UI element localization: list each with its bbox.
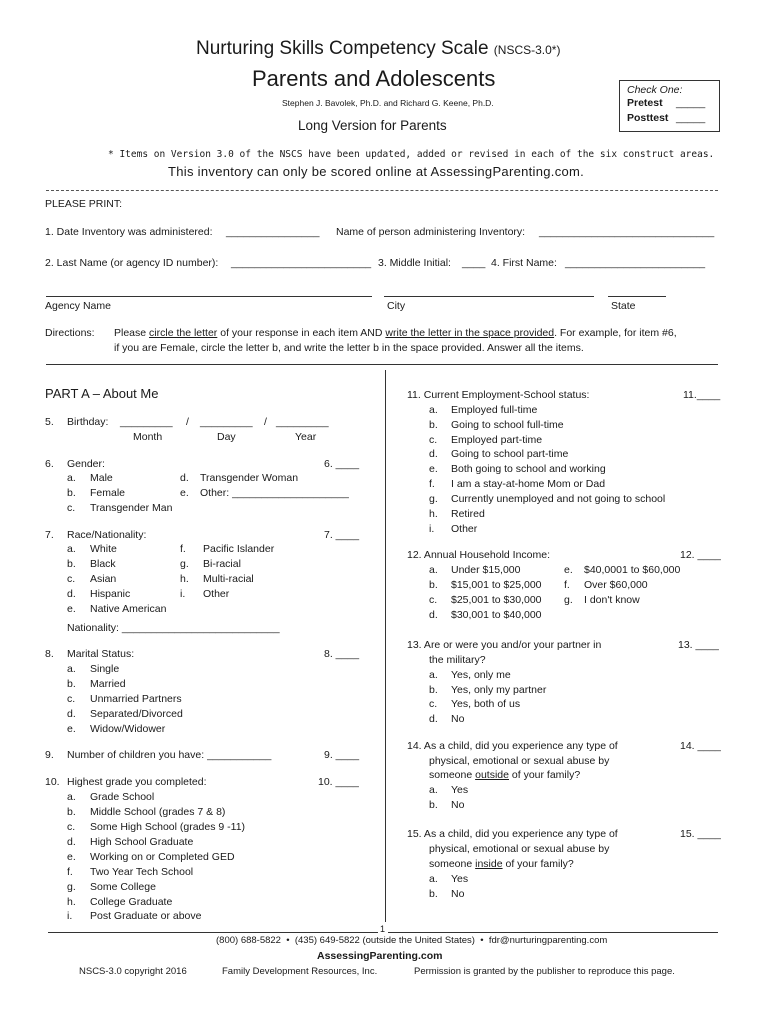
q13-answer-field[interactable]: 13. ____ <box>678 639 719 651</box>
option-letter: f. <box>67 866 73 878</box>
option-letter: a. <box>67 543 76 555</box>
option-letter: g. <box>67 881 76 893</box>
q10-option-g[interactable]: Some College <box>90 881 156 893</box>
q11-answer-field[interactable]: 11.____ <box>683 389 721 401</box>
part-a-title: PART A – About Me <box>45 386 159 401</box>
option-letter: h. <box>429 508 438 520</box>
q6-option-e[interactable]: Other: ____________________ <box>200 487 349 499</box>
q10-number: 10. <box>45 776 60 788</box>
option-letter: a. <box>67 472 76 484</box>
option-letter: g. <box>429 493 438 505</box>
q7-option-b[interactable]: Black <box>90 558 116 570</box>
q14-text-line-3: someone outside of your family? <box>429 769 581 781</box>
bullet: • <box>480 935 484 946</box>
copyright: NSCS-3.0 copyright 2016 <box>79 966 187 977</box>
option-letter: g. <box>180 558 189 570</box>
q15-option-a[interactable]: Yes <box>451 873 469 885</box>
intl-phone: (435) 649-5822 (outside the United States) <box>294 935 475 946</box>
check-one-label: Check One: <box>627 84 683 96</box>
directions-line-1: Please circle the letter of your response in each item AND write the letter in the space provided. For example, for item #6, <box>114 327 677 339</box>
last-name-field[interactable]: ________________________ <box>231 257 372 269</box>
q13-text: 13. Are or were you and/or your partner in <box>407 639 602 651</box>
option-letter: g. <box>564 594 573 606</box>
state-field[interactable] <box>608 296 666 297</box>
option-letter: b. <box>429 799 438 811</box>
year-label: Year <box>295 431 317 443</box>
q13-option-a[interactable]: Yes, only me <box>451 669 511 681</box>
q11-option-a[interactable]: Employed full-time <box>451 404 538 416</box>
option-letter: a. <box>429 873 438 885</box>
option-letter: f. <box>180 543 186 555</box>
q15-text: 15. As a child, did you experience any type of <box>407 828 618 840</box>
option-letter: c. <box>67 821 76 833</box>
month-label: Month <box>133 431 163 443</box>
q8-text: Marital Status: <box>67 648 135 660</box>
option-letter: d. <box>67 588 76 600</box>
city-label: City <box>387 300 406 312</box>
q12-option-e[interactable]: $40,0001 to $60,000 <box>584 564 681 576</box>
option-letter: a. <box>429 669 438 681</box>
q6-text: Gender: <box>67 458 105 470</box>
option-letter: b. <box>429 888 438 900</box>
q6-option-c[interactable]: Transgender Man <box>90 502 173 514</box>
q15-text-line-3: someone inside of your family? <box>429 858 574 870</box>
q13-text-line-2: the military? <box>429 654 486 666</box>
q10-option-b[interactable]: Middle School (grades 7 & 8) <box>90 806 226 818</box>
q13-option-b[interactable]: Yes, only my partner <box>451 684 547 696</box>
document-subtitle: Parents and Adolescents <box>252 66 496 91</box>
date-administered-label: 1. Date Inventory was administered: <box>45 226 213 238</box>
option-letter: d. <box>429 448 438 460</box>
option-letter: h. <box>180 573 189 585</box>
q9-answer-field[interactable]: 9. ____ <box>324 749 360 761</box>
q10-option-a[interactable]: Grade School <box>90 791 155 803</box>
option-letter: c. <box>67 502 76 514</box>
website-link[interactable]: AssessingParenting.com <box>317 950 443 962</box>
q10-option-h[interactable]: College Graduate <box>90 896 173 908</box>
option-letter: e. <box>67 851 76 863</box>
q12-option-b[interactable]: $15,001 to $25,000 <box>451 579 542 591</box>
option-letter: a. <box>429 784 438 796</box>
option-letter: i. <box>429 523 435 535</box>
state-label: State <box>611 300 636 312</box>
option-letter: b. <box>429 419 438 431</box>
option-letter: f. <box>564 579 570 591</box>
q5-number: 5. <box>45 416 54 428</box>
q7-option-f[interactable]: Pacific Islander <box>203 543 275 555</box>
option-letter: f. <box>429 478 435 490</box>
q7-option-h[interactable]: Multi-racial <box>203 573 254 585</box>
divider <box>46 190 718 191</box>
q6-answer-field[interactable]: 6. ____ <box>324 458 360 470</box>
q10-option-f[interactable]: Two Year Tech School <box>90 866 194 878</box>
option-letter: e. <box>564 564 573 576</box>
pretest-blank[interactable]: _____ <box>676 97 706 109</box>
birth-year-field[interactable]: _________ <box>276 416 329 428</box>
q12-option-g[interactable]: I don't know <box>584 594 640 606</box>
q13-option-c[interactable]: Yes, both of us <box>451 698 521 710</box>
q12-option-a[interactable]: Under $15,000 <box>451 564 521 576</box>
option-letter: i. <box>67 910 73 922</box>
slash: / <box>186 416 189 428</box>
option-letter: d. <box>67 836 76 848</box>
q12-option-f[interactable]: Over $60,000 <box>584 579 648 591</box>
agency-name-field[interactable] <box>46 296 372 297</box>
directions-label: Directions: <box>45 327 95 339</box>
q6-number: 6. <box>45 458 54 470</box>
q12-text: 12. Annual Household Income: <box>407 549 551 561</box>
birth-day-field[interactable]: _________ <box>200 416 253 428</box>
version-label: Long Version for Parents <box>298 118 447 133</box>
q11-option-i[interactable]: Other <box>451 523 478 535</box>
option-letter: a. <box>67 663 76 675</box>
option-letter: b. <box>67 558 76 570</box>
q6-option-a[interactable]: Male <box>90 472 113 484</box>
administrator-name-label: Name of person administering Inventory: <box>336 226 526 238</box>
online-scoring-note: This inventory can only be scored online at AssessingParenting.com. <box>168 164 585 179</box>
option-letter: b. <box>429 579 438 591</box>
q15-option-b[interactable]: No <box>451 888 465 900</box>
q12-answer-field[interactable]: 12. ____ <box>680 549 721 561</box>
q13-option-d[interactable]: No <box>451 713 465 725</box>
option-letter: e. <box>429 463 438 475</box>
q12-option-d[interactable]: $30,001 to $40,000 <box>451 609 542 621</box>
q14-text: 14. As a child, did you experience any type of <box>407 740 618 752</box>
q8-option-d[interactable]: Separated/Divorced <box>90 708 183 720</box>
footer-rule-right <box>388 932 718 933</box>
q8-option-a[interactable]: Single <box>90 663 120 675</box>
check-one-box <box>619 80 720 132</box>
option-letter: d. <box>429 713 438 725</box>
option-letter: e. <box>67 723 76 735</box>
q12-option-c[interactable]: $25,001 to $30,000 <box>451 594 542 606</box>
q7-option-e[interactable]: Native American <box>90 603 167 615</box>
q7-option-d[interactable]: Hispanic <box>90 588 131 600</box>
birth-month-field[interactable]: _________ <box>120 416 173 428</box>
document-title: Nurturing Skills Competency Scale (NSCS-3.0*) <box>196 38 561 59</box>
q14-option-b[interactable]: No <box>451 799 465 811</box>
option-letter: c. <box>429 698 438 710</box>
day-label: Day <box>217 431 236 443</box>
pretest-label: Pretest <box>627 97 663 109</box>
q10-option-e[interactable]: Working on or Completed GED <box>90 851 235 863</box>
option-letter: b. <box>67 487 76 499</box>
option-letter: e. <box>180 487 189 499</box>
q10-text: Highest grade you completed: <box>67 776 207 788</box>
footer-rule-left <box>48 932 378 933</box>
option-letter: d. <box>180 472 189 484</box>
q10-option-c[interactable]: Some High School (grades 9 -11) <box>90 821 246 833</box>
middle-initial-label: 3. Middle Initial: <box>378 257 451 269</box>
q10-option-i[interactable]: Post Graduate or above <box>90 910 202 922</box>
option-letter: h. <box>67 896 76 908</box>
q10-option-d[interactable]: High School Graduate <box>90 836 194 848</box>
option-letter: d. <box>67 708 76 720</box>
date-administered-field[interactable]: ________________ <box>226 226 320 238</box>
q8-option-b[interactable]: Married <box>90 678 126 690</box>
q7-text: Race/Nationality: <box>67 529 147 541</box>
q5-text: Birthday: <box>67 416 109 428</box>
option-letter: c. <box>429 434 438 446</box>
nationality-field[interactable]: Nationality: ___________________________ <box>67 622 280 634</box>
q11-option-e[interactable]: Both going to school and working <box>451 463 606 475</box>
version-note: * Items on Version 3.0 of the NSCS have been updated, added or revised in each of the six construct areas. <box>108 149 715 160</box>
q7-answer-field[interactable]: 7. ____ <box>324 529 360 541</box>
q15-answer-field[interactable]: 15. ____ <box>680 828 721 840</box>
q6-option-d[interactable]: Transgender Woman <box>200 472 299 484</box>
q15-text-line-2: physical, emotional or sexual abuse by <box>429 843 610 855</box>
option-letter: a. <box>429 404 438 416</box>
q11-option-c[interactable]: Employed part-time <box>451 434 543 446</box>
option-letter: d. <box>429 609 438 621</box>
please-print-label: PLEASE PRINT: <box>45 198 123 210</box>
q7-option-a[interactable]: White <box>90 543 117 555</box>
q7-number: 7. <box>45 529 54 541</box>
q11-option-f[interactable]: I am a stay-at-home Mom or Dad <box>451 478 606 490</box>
first-name-field[interactable]: ________________________ <box>565 257 706 269</box>
administrator-name-field[interactable]: ______________________________ <box>539 226 715 238</box>
q8-option-c[interactable]: Unmarried Partners <box>90 693 182 705</box>
q14-answer-field[interactable]: 14. ____ <box>680 740 721 752</box>
directions-line-2: if you are Female, circle the letter b, and write the letter b in the space provided. Answer all the items. <box>114 342 584 354</box>
column-divider <box>385 370 386 922</box>
q11-option-b[interactable]: Going to school full-time <box>451 419 564 431</box>
option-letter: b. <box>429 684 438 696</box>
q7-option-c[interactable]: Asian <box>90 573 117 585</box>
email-link[interactable]: fdr@nurturingparenting.com <box>488 935 608 946</box>
option-letter: b. <box>67 678 76 690</box>
q11-option-g[interactable]: Currently unemployed and not going to school <box>451 493 666 505</box>
option-letter: c. <box>429 594 438 606</box>
option-letter: a. <box>429 564 438 576</box>
slash: / <box>264 416 267 428</box>
q9-text[interactable]: Number of children you have: ___________ <box>67 749 272 761</box>
divider <box>46 364 718 365</box>
q8-answer-field[interactable]: 8. ____ <box>324 648 360 660</box>
authors: Stephen J. Bavolek, Ph.D. and Richard G. Keene, Ph.D. <box>282 98 494 108</box>
bullet: • <box>286 935 290 946</box>
publisher: Family Development Resources, Inc. <box>222 966 378 977</box>
q8-number: 8. <box>45 648 54 660</box>
permission-note: Permission is granted by the publisher to reproduce this page. <box>414 966 675 977</box>
footer-contact <box>216 935 607 946</box>
option-letter: e. <box>67 603 76 615</box>
q7-option-g[interactable]: Bi-racial <box>203 558 241 570</box>
option-letter: a. <box>67 791 76 803</box>
q11-option-h[interactable]: Retired <box>451 508 485 520</box>
city-field[interactable] <box>384 296 594 297</box>
option-letter: i. <box>180 588 186 600</box>
q9-number: 9. <box>45 749 54 761</box>
q11-option-d[interactable]: Going to school part-time <box>451 448 569 460</box>
page-number: 1 <box>380 924 386 934</box>
q14-text-line-2: physical, emotional or sexual abuse by <box>429 755 610 767</box>
q14-option-a[interactable]: Yes <box>451 784 469 796</box>
q7-option-i[interactable]: Other <box>203 588 230 600</box>
phone-number: (800) 688-5822 <box>216 935 281 946</box>
first-name-label: 4. First Name: <box>491 257 557 269</box>
q8-option-e[interactable]: Widow/Widower <box>90 723 166 735</box>
option-letter: c. <box>67 573 76 585</box>
posttest-label: Posttest <box>627 112 669 124</box>
q6-option-b[interactable]: Female <box>90 487 126 499</box>
option-letter: b. <box>67 806 76 818</box>
agency-name-label: Agency Name <box>45 300 111 312</box>
option-letter: c. <box>67 693 76 705</box>
last-name-label: 2. Last Name (or agency ID number): <box>45 257 219 269</box>
q11-text: 11. Current Employment-School status: <box>407 389 590 401</box>
posttest-blank[interactable]: _____ <box>676 112 706 124</box>
middle-initial-field[interactable]: ____ <box>462 257 486 269</box>
q10-answer-field[interactable]: 10. ____ <box>318 776 359 788</box>
